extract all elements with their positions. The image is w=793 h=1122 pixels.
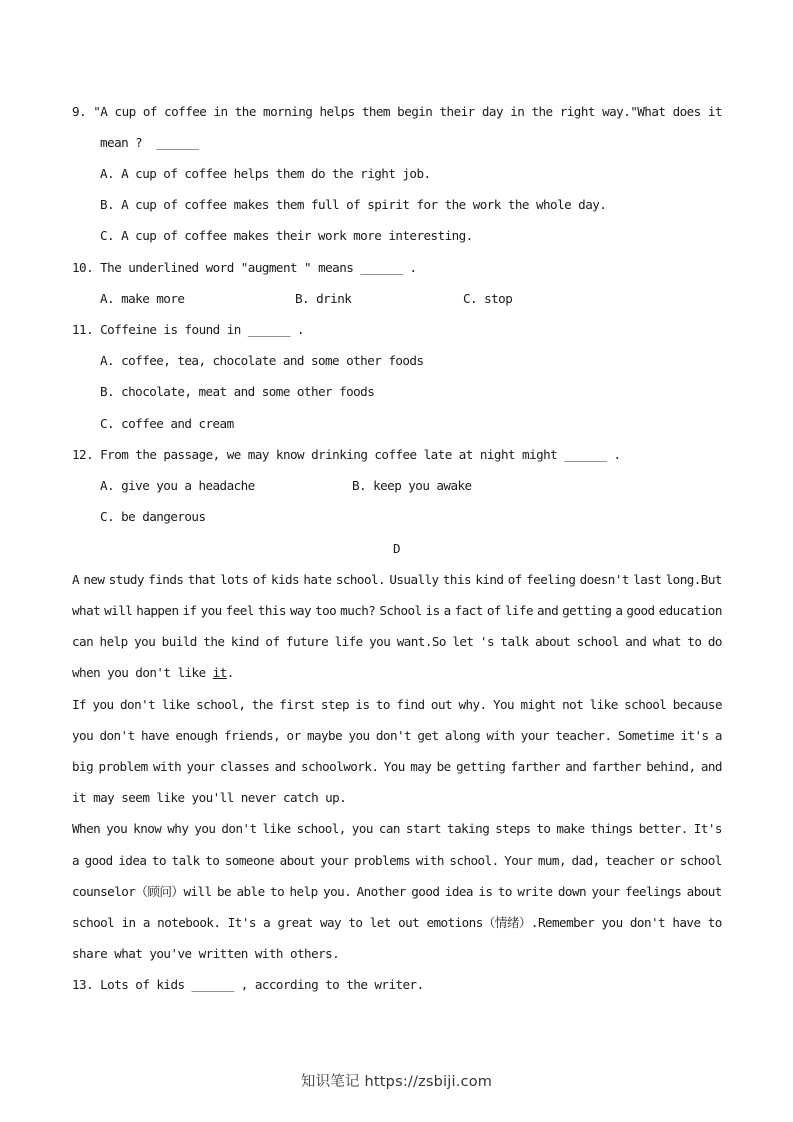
word: someone <box>224 853 275 868</box>
word: is <box>425 603 440 618</box>
word: good <box>411 884 440 899</box>
word: don't <box>221 821 257 836</box>
word: might <box>520 697 556 712</box>
word: kids <box>270 572 300 587</box>
word: a <box>714 728 722 743</box>
word: way <box>289 603 312 618</box>
word: is <box>355 697 370 712</box>
word: If <box>72 697 87 712</box>
word: you <box>134 634 156 649</box>
word: start <box>405 821 442 836</box>
word: to <box>497 884 512 899</box>
word: can <box>378 821 400 836</box>
word: why <box>167 821 189 836</box>
q10-option-a: A. make more <box>100 291 185 306</box>
word: to <box>151 853 166 868</box>
word: help <box>99 634 128 649</box>
word: problems <box>353 853 411 868</box>
q12-option-b: B. keep you awake <box>352 478 472 493</box>
q12-stem: 12. From the passage, we may know drinking coffee late at night might ______ . <box>72 447 621 462</box>
q9-option-b: B. A cup of coffee makes them full of spirit for the work the whole day. <box>100 197 607 212</box>
q9-option-c: C. A cup of coffee makes their work more interesting. <box>100 228 473 243</box>
word: find <box>396 697 425 712</box>
q11-stem: 11. Coffeine is found in ______ . <box>72 322 305 337</box>
q10-option-b: B. drink <box>295 291 352 306</box>
word: like <box>589 697 618 712</box>
word: like <box>161 697 190 712</box>
word: of <box>142 104 157 119</box>
word: out <box>430 697 453 712</box>
word: good <box>626 603 655 618</box>
word: life <box>504 603 534 618</box>
word: you <box>351 821 373 836</box>
word: feelings <box>624 884 682 899</box>
section-title: D <box>392 541 401 556</box>
word: does <box>672 104 701 119</box>
word: maybe <box>306 728 343 743</box>
word: getting <box>562 603 612 618</box>
word: with <box>486 728 515 743</box>
word: steps <box>495 821 531 836</box>
word: school. <box>335 572 386 587</box>
word: you <box>369 634 391 649</box>
word: enough <box>175 728 218 743</box>
word: a <box>443 603 451 618</box>
word: way."What <box>602 104 666 119</box>
word: make <box>556 821 585 836</box>
word: dad, <box>571 853 600 868</box>
passage-p1-line1 <box>72 572 722 588</box>
word: is <box>478 884 493 899</box>
word: it <box>707 104 722 119</box>
word: idea <box>118 853 147 868</box>
word: what <box>652 634 681 649</box>
word: School <box>379 603 422 618</box>
word: school, <box>296 821 346 836</box>
word: much? <box>340 603 376 618</box>
word: finds <box>148 572 184 587</box>
word: Usually <box>389 572 439 587</box>
word: what <box>72 603 101 618</box>
word: doesn't <box>579 572 629 587</box>
word: emotions（情绪）.Remember <box>426 915 595 930</box>
word: or <box>659 853 675 868</box>
word: not <box>562 697 584 712</box>
word: to <box>375 697 390 712</box>
word: helps <box>319 104 355 119</box>
word: will <box>104 603 133 618</box>
word: a <box>142 915 150 930</box>
word: school <box>679 853 722 868</box>
word: first <box>279 697 315 712</box>
q9-stem-line2: mean ? ______ <box>100 135 199 150</box>
word: let <box>369 915 391 930</box>
word: way <box>319 915 342 930</box>
word: begin <box>397 104 433 119</box>
word: idea <box>444 884 473 899</box>
word: school <box>624 697 667 712</box>
word: step <box>320 697 349 712</box>
word: mum, <box>537 853 566 868</box>
word: feeling <box>526 572 576 587</box>
word: to <box>536 821 551 836</box>
word: school <box>72 915 115 930</box>
word: you. <box>323 884 352 899</box>
word: It's <box>693 821 722 836</box>
word: farther <box>510 759 560 774</box>
q13-stem: 13. Lots of kids ______ , according to the writer. <box>72 977 424 992</box>
word: write <box>517 884 553 899</box>
word: in <box>213 104 228 119</box>
word: you <box>92 697 114 712</box>
word: school. <box>449 853 499 868</box>
word: of <box>507 572 522 587</box>
passage-p1-line4-text: when you don't like <box>72 665 213 680</box>
word: life <box>334 634 363 649</box>
passage-p3-line3 <box>72 884 722 900</box>
word: you <box>72 728 94 743</box>
word: if <box>182 603 197 618</box>
word: coffee <box>164 104 207 119</box>
word: your <box>186 759 215 774</box>
word: help <box>289 884 318 899</box>
word: their <box>439 104 475 119</box>
word: out <box>398 915 420 930</box>
word: you <box>348 728 370 743</box>
word: get <box>417 728 439 743</box>
word: talk <box>171 853 200 868</box>
word: down <box>557 884 587 899</box>
word: this <box>257 603 286 618</box>
passage-p3-line5: share what you've written with others. <box>72 946 340 961</box>
word: don't <box>120 697 156 712</box>
word: of <box>486 603 501 618</box>
word: morning <box>263 104 313 119</box>
word: know <box>133 821 162 836</box>
footer-watermark: 知识笔记 https://zsbiji.com <box>300 1074 493 1090</box>
passage-p1-line2 <box>72 603 722 619</box>
word: A <box>72 572 80 587</box>
word: feel <box>225 603 254 618</box>
word: build <box>161 634 197 649</box>
word: be <box>217 884 232 899</box>
q9-stem-line1 <box>72 104 722 120</box>
word: don't <box>99 728 135 743</box>
word: the <box>531 104 553 119</box>
q10-option-c: C. stop <box>463 291 513 306</box>
word: kind <box>475 572 504 587</box>
word: When <box>72 821 101 836</box>
underlined-word: it <box>212 665 227 680</box>
word: to <box>205 853 220 868</box>
word: day <box>481 104 503 119</box>
word: counselor（顾问）will <box>72 884 212 899</box>
word: behind, <box>646 759 696 774</box>
word: you <box>194 821 216 836</box>
word: future <box>285 634 329 649</box>
word: fact <box>454 603 483 618</box>
word: better. <box>638 821 688 836</box>
word: talk <box>500 634 529 649</box>
word: in <box>510 104 525 119</box>
q9-option-a: A. A cup of coffee helps them do the right job. <box>100 166 431 181</box>
word: about <box>686 884 722 899</box>
word: teacher <box>605 853 655 868</box>
word: happen <box>136 603 179 618</box>
word: you <box>106 821 128 836</box>
q11-option-a: A. coffee, tea, chocolate and some other foods <box>100 353 424 368</box>
word: school <box>576 634 619 649</box>
word: education <box>658 603 722 618</box>
word: because <box>672 697 722 712</box>
word: you <box>200 603 222 618</box>
word: may <box>410 759 432 774</box>
word: problem <box>98 759 148 774</box>
word: to <box>707 915 722 930</box>
q11-option-c: C. coffee and cream <box>100 416 234 431</box>
q10-stem: 10. The underlined word "augment " means ______ . <box>72 260 417 275</box>
word: have <box>140 728 170 743</box>
word: your <box>591 884 620 899</box>
passage-p1-line3 <box>72 634 722 650</box>
word: big <box>72 759 94 774</box>
word: the <box>234 104 256 119</box>
word: and <box>565 759 587 774</box>
word: your <box>320 853 349 868</box>
word: notebook. <box>157 915 221 930</box>
word: about <box>279 853 315 868</box>
passage-p2-line3 <box>72 759 722 775</box>
word: why. <box>458 697 487 712</box>
word: the <box>251 697 273 712</box>
word: last <box>633 572 662 587</box>
word: have <box>672 915 701 930</box>
word: in <box>121 915 136 930</box>
word: don't <box>629 915 666 930</box>
word: a <box>615 603 623 618</box>
word: right <box>559 104 595 119</box>
word: can <box>72 634 94 649</box>
passage-p3-line2 <box>72 853 722 869</box>
word: taking <box>447 821 490 836</box>
passage-p1-line4 <box>72 665 234 681</box>
word: too <box>315 603 337 618</box>
word: or <box>286 728 301 743</box>
word: this <box>442 572 472 587</box>
word: and <box>700 759 722 774</box>
word: them <box>361 104 390 119</box>
word: your <box>520 728 549 743</box>
word: with <box>415 853 444 868</box>
q11-option-b: B. chocolate, meat and some other foods <box>100 384 375 399</box>
word: It's <box>227 915 256 930</box>
passage-p3-line4 <box>72 915 722 931</box>
word: Sometime <box>617 728 675 743</box>
word: do <box>707 634 722 649</box>
word: and <box>274 759 296 774</box>
word: about <box>535 634 571 649</box>
word: lots <box>220 572 249 587</box>
word: long.But <box>665 572 722 587</box>
word: to <box>348 915 363 930</box>
word: don't <box>375 728 412 743</box>
word: "A <box>93 104 108 119</box>
word: Another <box>356 884 406 899</box>
passage-p2-line2 <box>72 728 722 744</box>
word: let <box>452 634 474 649</box>
word: of <box>265 634 280 649</box>
word: like <box>262 821 291 836</box>
word: and <box>625 634 647 649</box>
word: kind <box>230 634 259 649</box>
word: 9. <box>72 104 87 119</box>
word: with <box>153 759 182 774</box>
word: able <box>236 884 265 899</box>
word: to <box>687 634 702 649</box>
passage-p3-line1 <box>72 821 722 837</box>
word: the <box>203 634 225 649</box>
word: a <box>263 915 271 930</box>
word: cup <box>114 104 136 119</box>
word: be <box>436 759 451 774</box>
passage-p1-line4-end: . <box>226 665 234 680</box>
word: want.So <box>396 634 446 649</box>
word: a <box>72 853 80 868</box>
word: new <box>83 572 105 587</box>
word: friends, <box>223 728 281 743</box>
word: schoolwork. <box>301 759 379 774</box>
word: 's <box>479 634 494 649</box>
q12-option-c: C. be dangerous <box>100 509 206 524</box>
word: things <box>590 821 633 836</box>
word: You <box>383 759 405 774</box>
passage-p2-line4: it may seem like you'll never catch up. <box>72 790 347 805</box>
word: and <box>537 603 559 618</box>
word: You <box>492 697 515 712</box>
passage-p2-line1 <box>72 697 722 713</box>
word: school, <box>196 697 246 712</box>
word: teacher. <box>555 728 612 743</box>
word: study <box>108 572 144 587</box>
word: good <box>84 853 113 868</box>
word: that <box>187 572 216 587</box>
word: farther <box>591 759 641 774</box>
word: getting <box>456 759 506 774</box>
word: along <box>444 728 480 743</box>
word: great <box>277 915 313 930</box>
q12-option-a: A. give you a headache <box>100 478 255 493</box>
word: you <box>601 915 623 930</box>
word: of <box>252 572 267 587</box>
word: hate <box>303 572 332 587</box>
word: to <box>270 884 285 899</box>
word: classes <box>220 759 270 774</box>
word: Your <box>504 853 533 868</box>
word: it's <box>680 728 709 743</box>
